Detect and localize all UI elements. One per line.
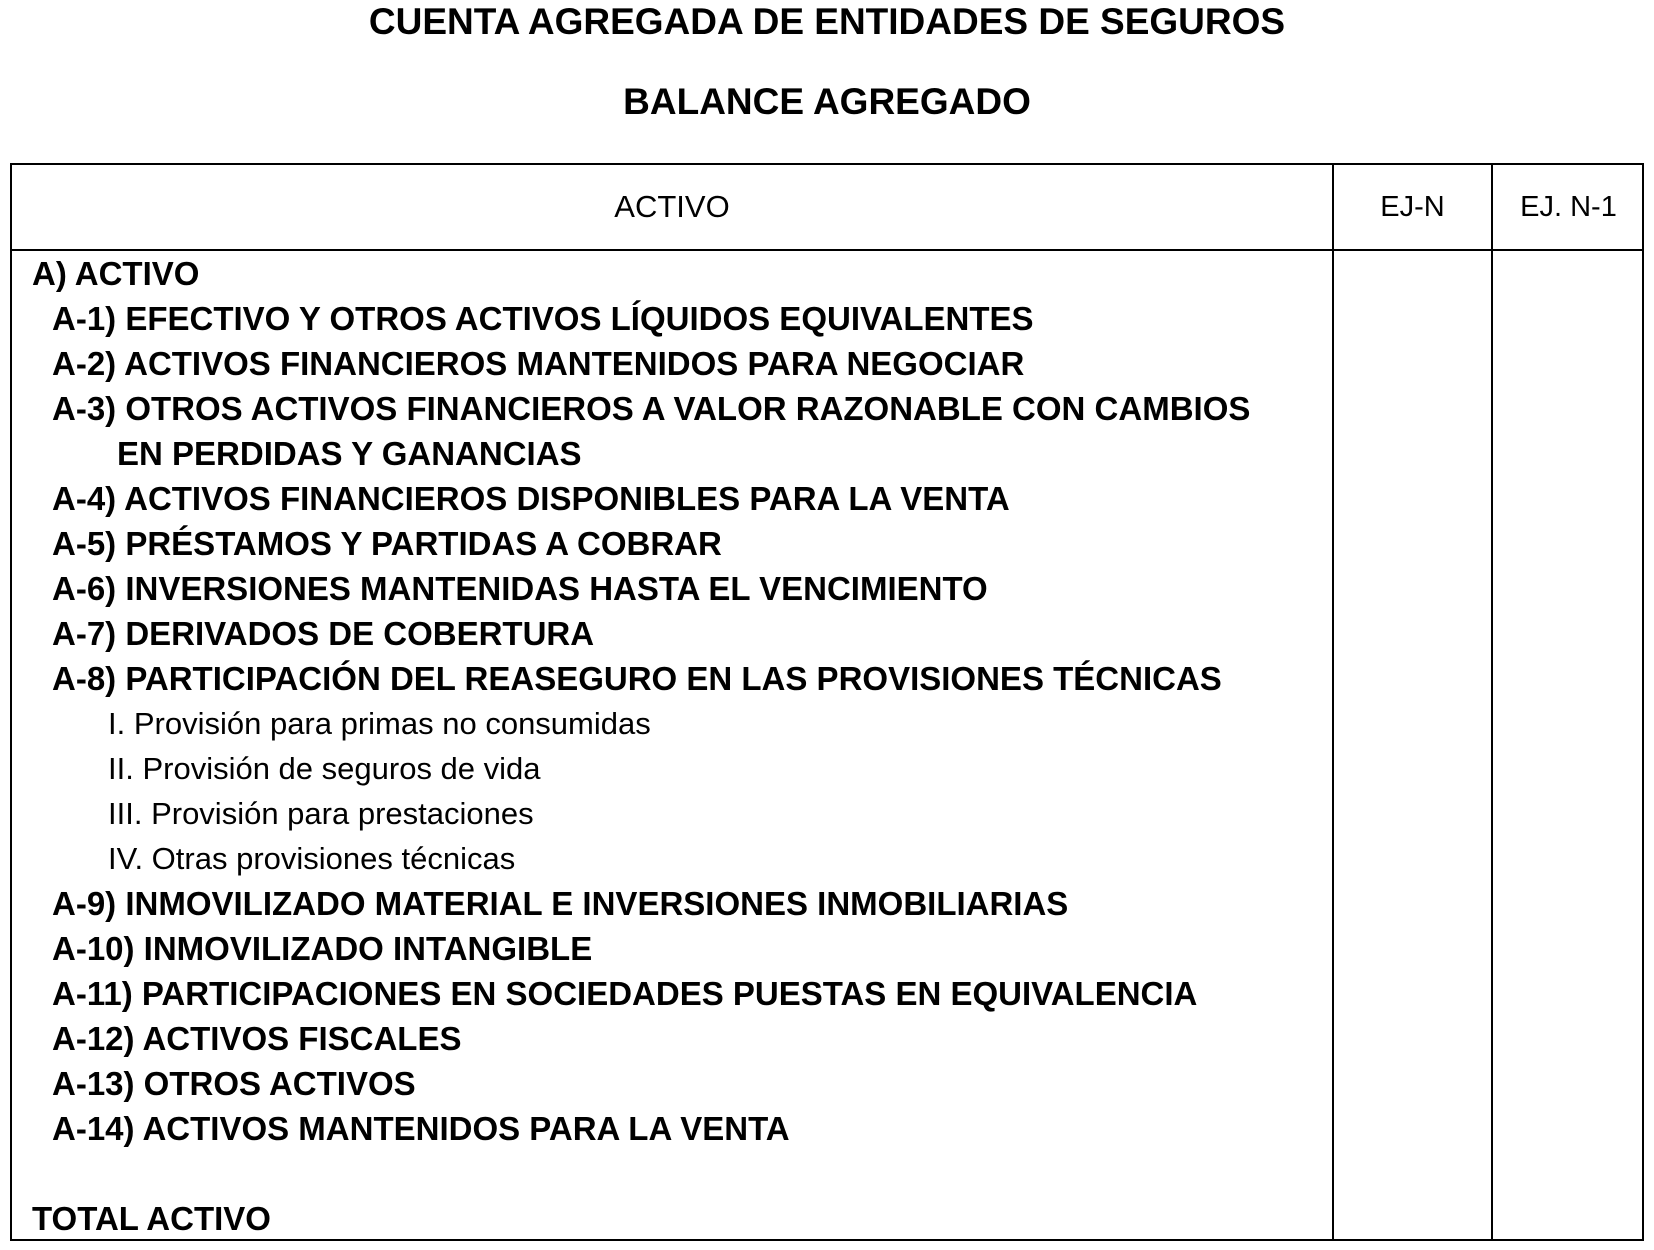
column-divider: [1332, 165, 1334, 1239]
column-header-ej-n-1: EJ. N-1: [1520, 190, 1617, 223]
table-row: A-11) PARTICIPACIONES EN SOCIEDADES PUESTAS EN EQUIVALENCIA: [52, 975, 1198, 1012]
balance-table: [10, 163, 1644, 1241]
table-row: A-8) PARTICIPACIÓN DEL REASEGURO EN LAS PROVISIONES TÉCNICAS: [52, 660, 1222, 697]
table-row: A-14) ACTIVOS MANTENIDOS PARA LA VENTA: [52, 1110, 790, 1147]
table-row: A-6) INVERSIONES MANTENIDAS HASTA EL VENCIMIENTO: [52, 570, 988, 607]
table-row: II. Provisión de seguros de vida: [108, 751, 541, 786]
column-header-ej-n: EJ-N: [1380, 190, 1445, 223]
table-row: A-2) ACTIVOS FINANCIEROS MANTENIDOS PARA NEGOCIAR: [52, 345, 1025, 382]
table-row: IV. Otras provisiones técnicas: [108, 841, 516, 876]
table-row: III. Provisión para prestaciones: [108, 796, 534, 831]
table-row: A) ACTIVO: [32, 255, 200, 292]
table-row: A-5) PRÉSTAMOS Y PARTIDAS A COBRAR: [52, 525, 722, 562]
column-header-activo: ACTIVO: [614, 189, 730, 224]
table-row: I. Provisión para primas no consumidas: [108, 706, 651, 741]
table-row: A-7) DERIVADOS DE COBERTURA: [52, 615, 595, 652]
column-divider: [1491, 165, 1493, 1239]
table-body: [12, 251, 1332, 1241]
table-row: A-9) INMOVILIZADO MATERIAL E INVERSIONES INMOBILIARIAS: [52, 885, 1069, 922]
table-row-spacer: [12, 1151, 1332, 1196]
document-title: CUENTA AGREGADA DE ENTIDADES DE SEGUROS: [368, 1, 1286, 42]
table-row: A-3) OTROS ACTIVOS FINANCIEROS A VALOR RAZONABLE CON CAMBIOS: [52, 390, 1251, 427]
table-row: A-1) EFECTIVO Y OTROS ACTIVOS LÍQUIDOS EQUIVALENTES: [52, 300, 1034, 337]
table-row: A-4) ACTIVOS FINANCIEROS DISPONIBLES PARA LA VENTA: [52, 480, 1010, 517]
total-row: TOTAL ACTIVO: [32, 1200, 271, 1237]
table-row: A-10) INMOVILIZADO INTANGIBLE: [52, 930, 593, 967]
table-row: A-13) OTROS ACTIVOS: [52, 1065, 416, 1102]
table-row: A-12) ACTIVOS FISCALES: [52, 1020, 462, 1057]
document-subtitle: BALANCE AGREGADO: [623, 81, 1031, 122]
table-row: EN PERDIDAS Y GANANCIAS: [117, 435, 582, 472]
